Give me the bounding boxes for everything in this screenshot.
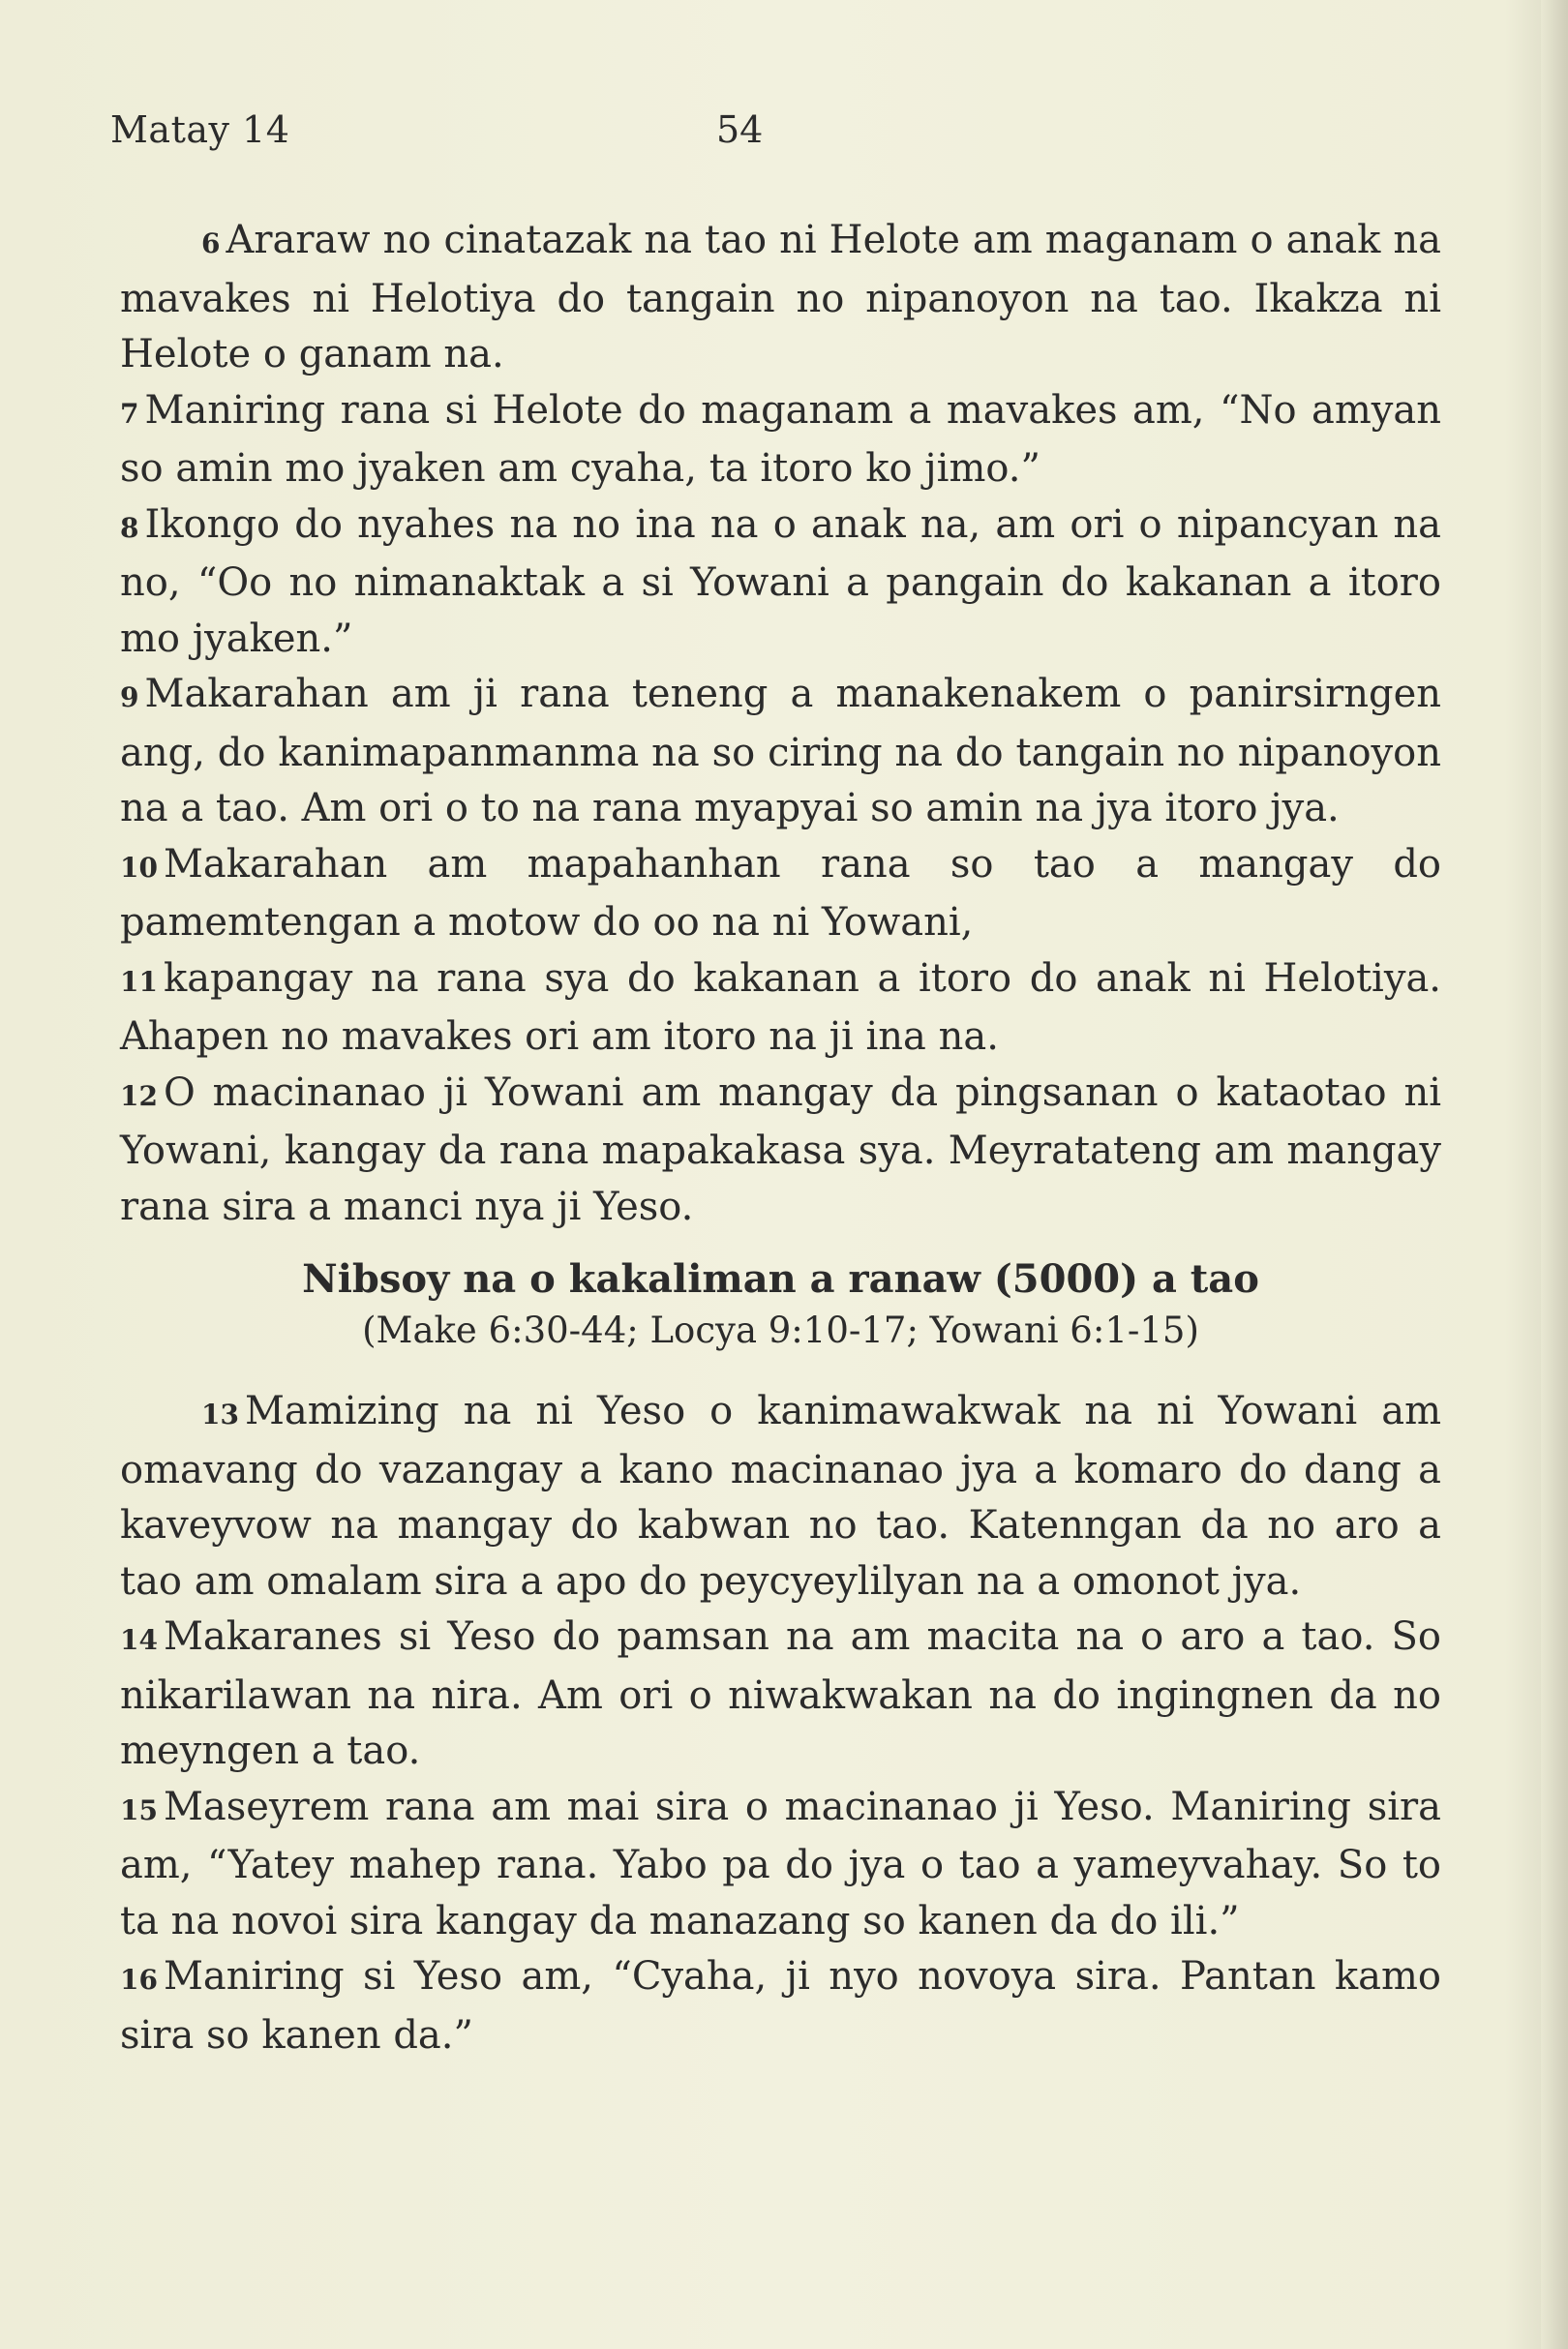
verse-number: 14 xyxy=(120,1624,158,1656)
verse xyxy=(120,1780,1441,1950)
verse xyxy=(120,497,1441,668)
page-edge-shadow xyxy=(1541,0,1568,2349)
page-header xyxy=(110,108,1436,166)
verses-part-2 xyxy=(120,1384,1441,2063)
verse-text: Maniring si Yeso am, “Cyaha, ji nyo novoya sira. Pantan kamo sira so kanen da.” xyxy=(120,1954,1441,2058)
page-number: 54 xyxy=(716,108,764,151)
verse xyxy=(120,383,1441,497)
verse xyxy=(120,837,1441,951)
verse xyxy=(120,1384,1441,1610)
verse-text: Maniring rana si Helote do maganam a mavakes am, “No amyan so amin mo jyaken am cyaha, ta itoro ko jimo.” xyxy=(120,387,1441,491)
verse-text: Makaranes si Yeso do pamsan na am macita na o aro a tao. So nikarilawan na nira. Am ori o niwakwakan na do ingingnen da no meyngen a tao. xyxy=(120,1614,1441,1773)
verse-number: 6 xyxy=(201,227,221,259)
verse-text: O macinanao ji Yowani am mangay da pingsanan o kataotao ni Yowani, kangay da rana mapakakasa sya. Meyratateng am mangay rana sira a manci nya ji Yeso. xyxy=(120,1069,1441,1229)
running-head: Matay 14 xyxy=(110,108,290,151)
verse-text: Ikongo do nyahes na no ina na o anak na, am ori o nipancyan na no, “Oo no nimanaktak a si Yowani a pangain do kakanan a itoro mo jyaken.” xyxy=(120,501,1441,661)
verses-part-1 xyxy=(120,213,1441,1235)
verse-number: 7 xyxy=(120,397,139,430)
verse xyxy=(120,1610,1441,1780)
verse-text: Mamizing na ni Yeso o kanimawakwak na ni Yowani am omavang do vazangay a kano macinanao jya a komaro do dang a kaveyvow na mangay do kabwan no tao. Katenngan da no aro a tao am omalam sira a apo do peycyeylilyan na a omonot jya. xyxy=(120,1389,1441,1604)
verse xyxy=(120,951,1441,1066)
verse xyxy=(120,667,1441,837)
verse-text: Makarahan am ji rana teneng a manakenakem o panirsirngen ang, do kanimapanmanma na so ciring na do tangain no nipanoyon na a tao. Am ori o to na rana myapyai so amin na jya itoro jya. xyxy=(120,672,1441,830)
verse-text: Maseyrem rana am mai sira o macinanao ji Yeso. Maniring sira am, “Yatey mahep rana. Yabo pa do jya o tao a yameyvahay. So to ta na novoi sira kangay da manazang so kanen da do ili.” xyxy=(120,1784,1441,1943)
verse-number: 8 xyxy=(120,511,139,544)
verse-number: 15 xyxy=(120,1793,158,1826)
verse xyxy=(120,1949,1441,2063)
section-cross-references: (Make 6:30-44; Locya 9:10-17; Yowani 6:1-15) xyxy=(362,1310,1199,1351)
chapter-text xyxy=(120,213,1441,2063)
verse-number: 10 xyxy=(120,851,158,884)
verse-number: 11 xyxy=(120,965,158,998)
section-heading: Nibsoy na o kakaliman a ranaw (5000) a tao xyxy=(302,1256,1259,1302)
verse-number: 12 xyxy=(120,1079,158,1112)
verse-text: Araraw no cinatazak na tao ni Helote am maganam o anak na mavakes ni Helotiya do tangain no nipanoyon na tao. Ikakza ni Helote o ganam na. xyxy=(120,218,1441,376)
verse-number: 9 xyxy=(120,681,139,713)
verse-number: 13 xyxy=(201,1399,239,1430)
verse xyxy=(120,1066,1441,1236)
verse-text: kapangay na rana sya do kakanan a itoro do anak ni Helotiya. Ahapen no mavakes ori am itoro na ji ina na. xyxy=(120,955,1441,1059)
verse xyxy=(120,213,1441,383)
verse-number: 16 xyxy=(120,1964,158,1996)
verse-text: Makarahan am mapahanhan rana so tao a mangay do pamemtengan a motow do oo na ni Yowani, xyxy=(120,841,1441,945)
